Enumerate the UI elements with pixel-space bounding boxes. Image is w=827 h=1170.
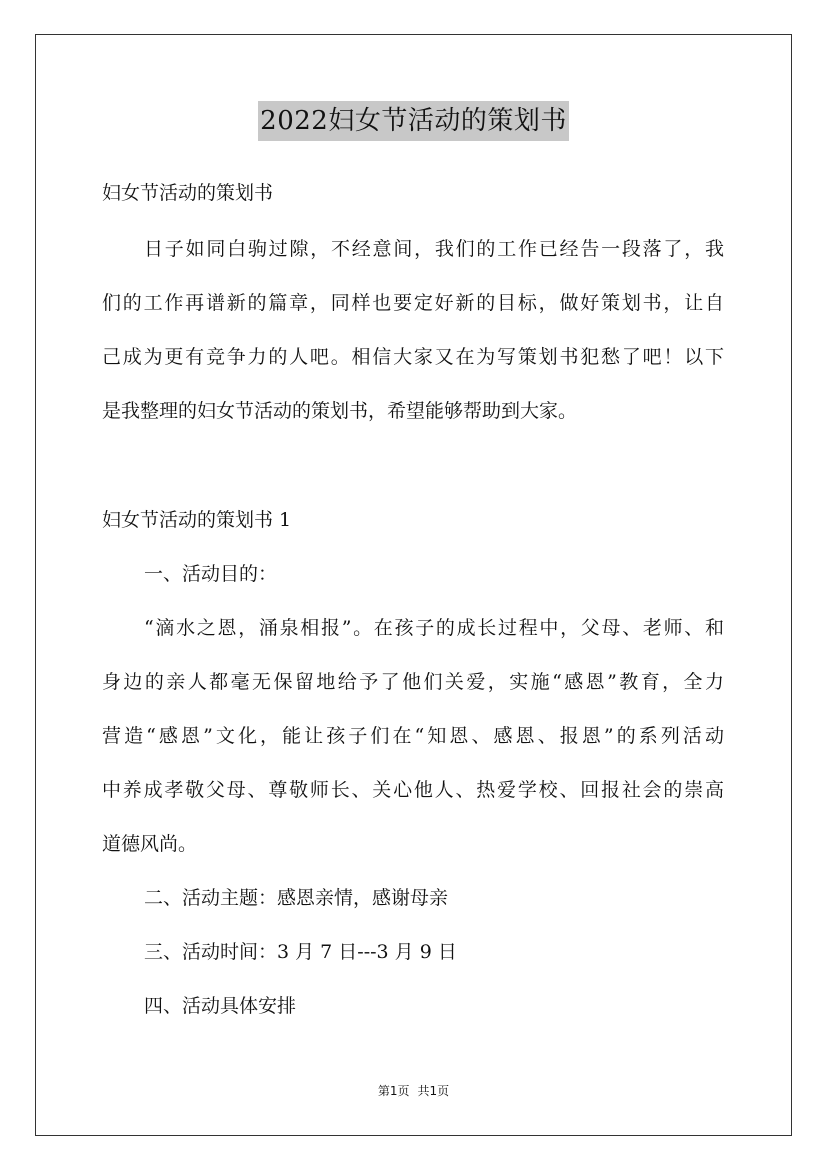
page-footer (0, 1083, 827, 1099)
purpose-line-4: 中养成孝敬父母、尊敬师长、关心他人、热爱学校、回报社会的崇高 (102, 779, 724, 801)
page-number: 第1页 (377, 1084, 410, 1098)
theme-line: 二、活动主题：感恩亲情，感谢母亲 (144, 887, 449, 909)
purpose-line-2: 身边的亲人都毫无保留地给予了他们关爱，实施“感恩”教育，全力 (102, 671, 724, 693)
arrangement-line: 四、活动具体安排 (144, 995, 297, 1017)
purpose-line-1: “滴水之恩，涌泉相报”。在孩子的成长过程中，父母、老师、和 (144, 617, 724, 639)
purpose-line-5: 道德风尚。 (102, 833, 198, 855)
time-line: 三、活动时间：3 月 7 日---3 月 9 日 (144, 941, 457, 963)
document-title: 2022妇女节活动的策划书 (258, 101, 569, 141)
intro-heading: 妇女节活动的策划书 (102, 182, 274, 204)
purpose-line-3: 营造“感恩”文化，能让孩子们在“知恩、感恩、报恩”的系列活动 (102, 725, 724, 747)
intro-line-1: 日子如同白驹过隙，不经意间，我们的工作已经告一段落了，我 (144, 238, 724, 260)
purpose-heading: 一、活动目的： (144, 563, 278, 585)
intro-line-4: 是我整理的妇女节活动的策划书，希望能够帮助到大家。 (102, 400, 578, 422)
section-heading: 妇女节活动的策划书 1 (102, 509, 292, 531)
page-total: 共1页 (417, 1084, 450, 1098)
intro-line-2: 们的工作再谱新的篇章，同样也要定好新的目标，做好策划书，让自 (102, 292, 724, 314)
title-container (0, 101, 827, 141)
intro-line-3: 己成为更有竞争力的人吧。相信大家又在为写策划书犯愁了吧！以下 (102, 346, 724, 368)
